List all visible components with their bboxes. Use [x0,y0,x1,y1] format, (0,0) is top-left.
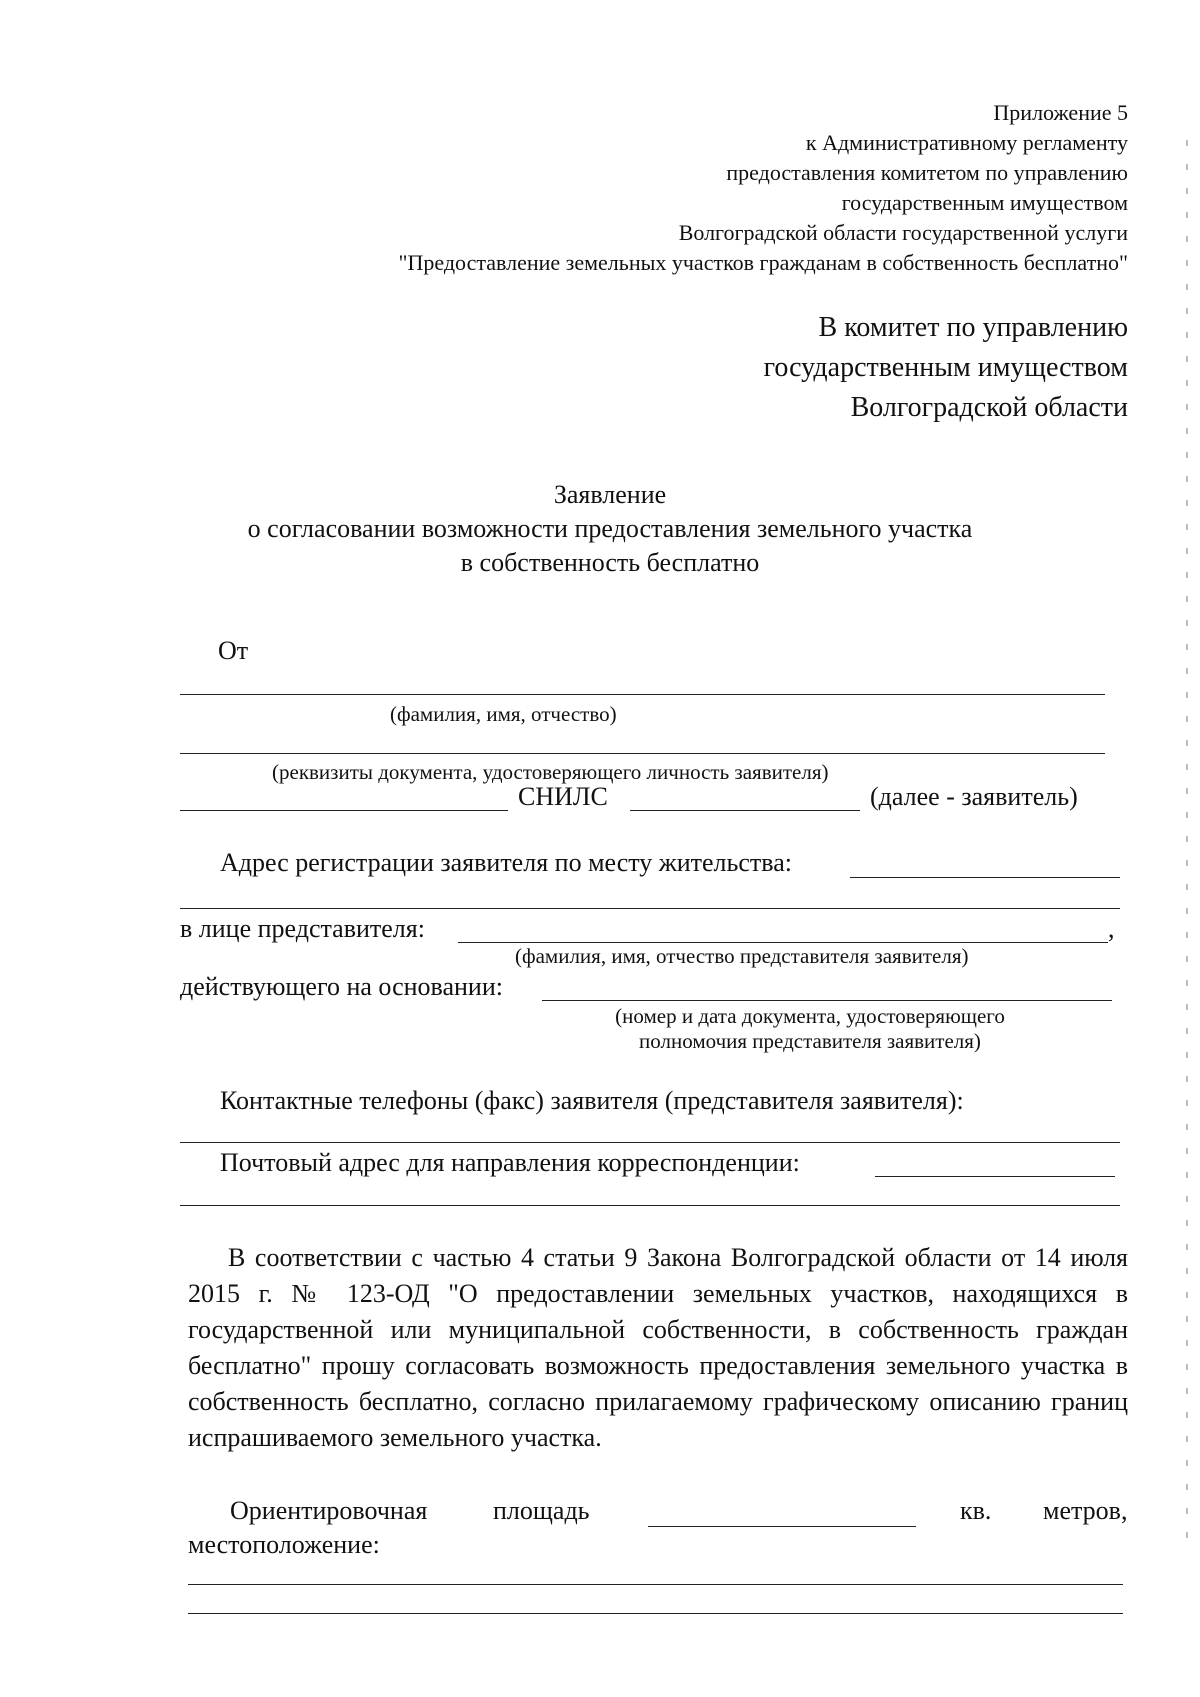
basis-hint [540,1004,1080,1054]
document-title [180,478,1040,580]
postal-label: Почтовый адрес для направления корреспонденции: [220,1148,800,1177]
applicant-suffix: (далее - заявитель) [870,782,1078,811]
area-field-line[interactable] [648,1526,916,1527]
title-line: о согласовании возможности предоставления земельного участка [247,514,973,543]
annex-line: "Предоставление земельных участков гражданам в собственность бесплатно" [398,250,1128,275]
basis-hint-line: (номер и дата документа, удостоверяющего [615,1004,1005,1028]
id-document-field-line[interactable] [180,753,1105,754]
area-unit-1: кв. [960,1496,992,1525]
representative-field-line[interactable] [458,942,1108,943]
reg-address-label: Адрес регистрации заявителя по месту жительства: [220,848,792,877]
snils-field-line[interactable] [630,810,860,811]
location-label: местоположение: [188,1530,380,1559]
postal-field-line[interactable] [875,1176,1115,1177]
body-paragraph: В соответствии с частью 4 статьи 9 Закона Волгоградской области от 14 июля 2015 г. № 123-ОД "О предоставлении земельных участков, находящихся в государственной или муниципальной собственности, в собственность граждан бесплатно" прошу согласовать возможность предоставления земельного участка в собственность бесплатно, согласно прилагаемому графическому описанию границ испрашиваемого земельного участка. [188,1243,1128,1452]
annex-line: Волгоградской области государственной услуги [678,220,1128,245]
scan-edge-marks [1186,140,1188,1540]
basis-label: действующего на основании: [180,972,503,1001]
representative-label: в лице представителя: [180,914,425,943]
snils-label: СНИЛС [518,782,608,811]
addressee-line: Волгоградской области [850,392,1128,423]
from-label: От [218,636,249,665]
representative-comma: , [1108,914,1115,943]
basis-field-line[interactable] [542,1000,1112,1001]
postal-field-line-2[interactable] [180,1205,1120,1206]
phones-field-line[interactable] [180,1142,1120,1143]
title-line: в собственность бесплатно [460,548,760,577]
area-word-1: Ориентировочная [230,1496,428,1525]
area-word-2: площадь [493,1496,590,1525]
snils-prefix-field-line[interactable] [180,810,508,811]
annex-line: к Административному регламенту [805,130,1128,155]
annex-line: государственным имуществом [841,190,1128,215]
addressee-block [764,308,1128,428]
representative-hint: (фамилия, имя, отчество представителя заявителя) [515,944,969,968]
title-line: Заявление [553,480,667,509]
reg-address-field-line-2[interactable] [180,908,1120,909]
basis-hint-line: полномочия представителя заявителя) [639,1029,981,1053]
area-unit-2: метров, [1043,1496,1128,1525]
location-field-line-2[interactable] [188,1613,1123,1614]
fio-field-line[interactable] [180,694,1105,695]
phones-label: Контактные телефоны (факс) заявителя (представителя заявителя): [220,1086,964,1115]
addressee-line: государственным имуществом [763,352,1128,383]
addressee-line: В комитет по управлению [818,312,1128,343]
annex-line: предоставления комитетом по управлению [726,160,1128,185]
id-document-hint: (реквизиты документа, удостоверяющего личность заявителя) [272,760,829,784]
annex-line: Приложение 5 [993,100,1128,125]
annex-block [399,98,1128,278]
reg-address-field-line[interactable] [850,877,1120,878]
location-field-line-1[interactable] [188,1584,1123,1585]
fio-hint: (фамилия, имя, отчество) [390,702,617,726]
